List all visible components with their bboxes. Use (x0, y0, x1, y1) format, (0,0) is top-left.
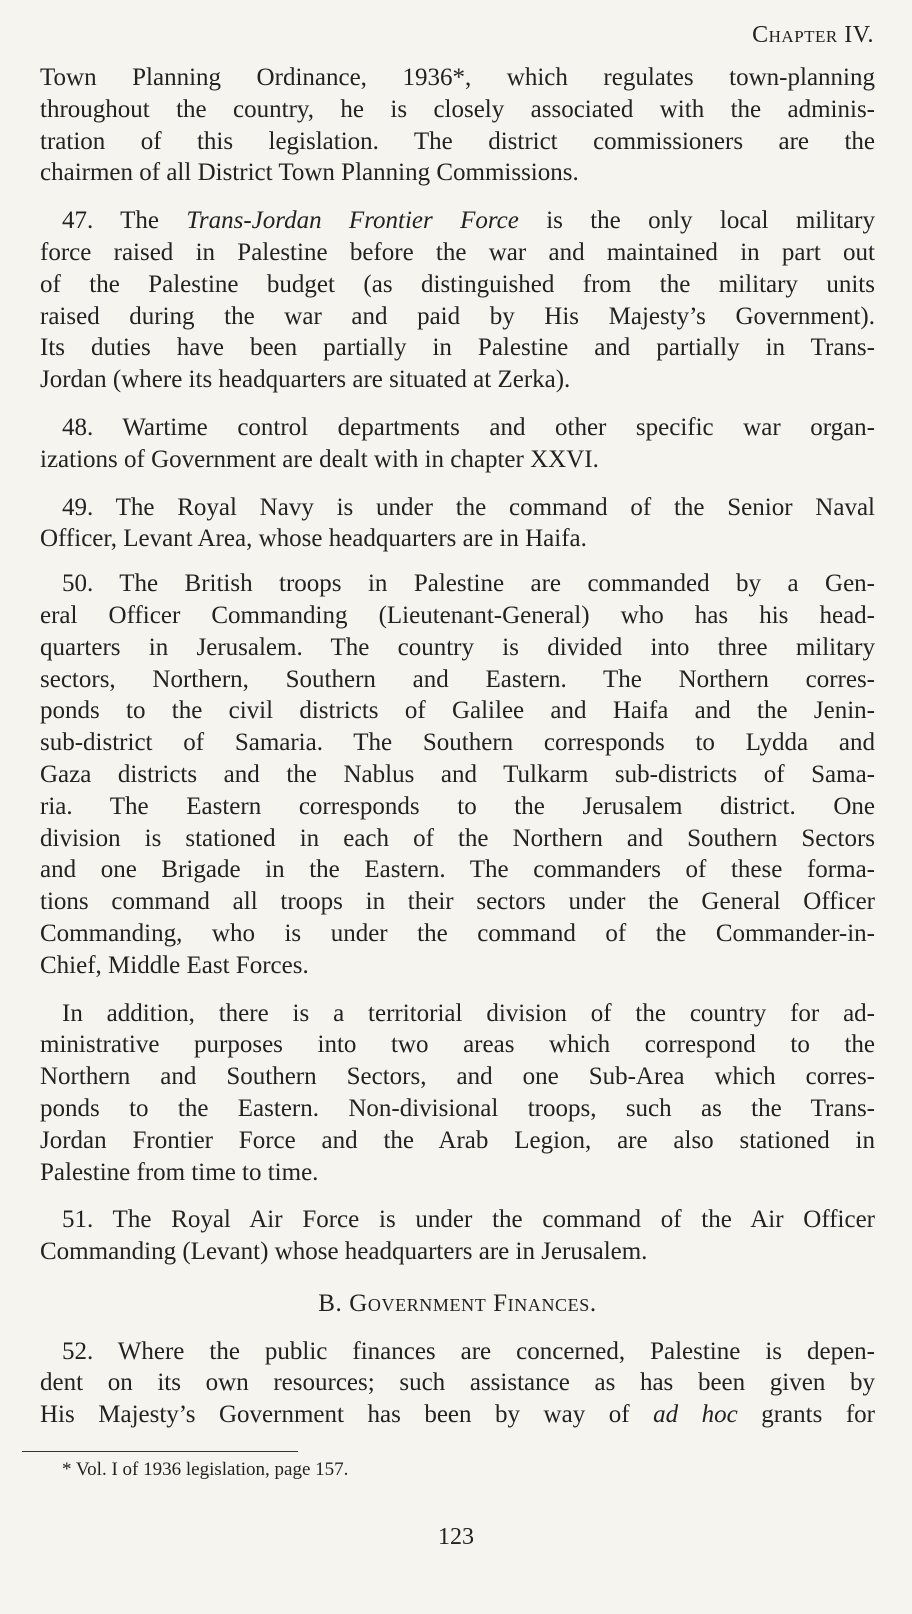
text-line: Gaza districts and the Nablus and Tulkarm sub-districts of Sama- (40, 760, 875, 788)
text-line: chairmen of all District Town Planning Commissions. (40, 159, 579, 187)
text-line: Palestine from time to time. (40, 1158, 319, 1186)
paragraph (40, 205, 875, 396)
text-line: 50. The British troops in Palestine are commanded by a Gen- (62, 570, 875, 598)
italic-text: Trans-Jordan Frontier Force (186, 207, 519, 235)
text-line: B. Government Finances. (318, 1289, 597, 1317)
paragraph (40, 568, 875, 981)
text-line: In addition, there is a territorial division of the country for ad- (62, 999, 875, 1027)
text-line: quarters in Jerusalem. The country is divided into three military (40, 633, 875, 661)
text-line: ponds to the Eastern. Non-divisional troops, such as the Trans- (40, 1094, 875, 1122)
text-line: Town Planning Ordinance, 1936*, which regulates town-planning (40, 64, 875, 91)
text-line: of the Palestine budget (as distinguished from the military units (40, 270, 875, 298)
paragraph (40, 1336, 875, 1431)
text-line: 51. The Royal Air Force is under the command of the Air Officer (62, 1206, 875, 1234)
text-line: 49. The Royal Navy is under the command of the Senior Naval (62, 493, 875, 521)
text-line: Officer, Levant Area, whose headquarters are in Haifa. (40, 525, 587, 553)
text-line: ministrative purposes into two areas which correspond to the (40, 1031, 875, 1059)
text-line: dent on its own resources; such assistance as has been given by (40, 1369, 875, 1397)
text-line: Jordan (where its headquarters are situated at Zerka). (40, 366, 571, 394)
paragraph (40, 492, 875, 556)
italic-text: ad hoc (653, 1401, 738, 1429)
text-line: eral Officer Commanding (Lieutenant-General) who has his head- (40, 601, 875, 629)
text-line: ponds to the civil districts of Galilee and Haifa and the Jenin- (40, 697, 875, 725)
text-segment: 47. The (62, 207, 187, 235)
text-line (40, 205, 875, 237)
text-line: division is stationed in each of the Northern and Southern Sectors (40, 824, 875, 852)
paragraph (40, 1204, 875, 1268)
chapter-header: Chapter IV. (752, 22, 874, 48)
text-line (40, 1399, 875, 1431)
footnote-rule (22, 1451, 298, 1452)
text-segment: grants for (737, 1401, 875, 1429)
page-number: 123 (438, 1524, 474, 1550)
text-line: raised during the war and paid by His Majesty’s Government). (40, 302, 875, 330)
paragraph (40, 412, 875, 476)
text-line: ria. The Eastern corresponds to the Jerusalem district. One (40, 792, 875, 820)
text-line: Commanding, who is under the command of the Commander-in- (40, 919, 875, 947)
text-line: force raised in Palestine before the war and maintained in part out (40, 238, 875, 266)
text-line: Jordan Frontier Force and the Arab Legion, are also stationed in (40, 1126, 875, 1154)
section-heading (40, 1288, 875, 1320)
text-line: and one Brigade in the Eastern. The commanders of these forma- (40, 856, 875, 884)
text-line: sectors, Northern, Southern and Eastern. The Northern corres- (40, 665, 875, 693)
body-text (40, 62, 875, 1431)
text-line: Commanding (Levant) whose headquarters are in Jerusalem. (40, 1238, 648, 1266)
text-line: 48. Wartime control departments and other specific war organ- (62, 413, 875, 441)
footnote: * Vol. I of 1936 legislation, page 157. (62, 1459, 349, 1480)
text-line: izations of Government are dealt with in chapter XXVI. (40, 445, 599, 473)
text-line: throughout the country, he is closely associated with the adminis- (40, 95, 875, 123)
paragraph (40, 62, 875, 189)
paragraph (40, 998, 875, 1189)
text-line: Chief, Middle East Forces. (40, 951, 309, 979)
text-line: 52. Where the public finances are concerned, Palestine is depen- (62, 1337, 875, 1365)
text-segment: is the only local military (518, 207, 875, 235)
text-line: Northern and Southern Sectors, and one Sub-Area which corres- (40, 1063, 875, 1091)
text-line: tions command all troops in their sectors under the General Officer (40, 888, 875, 916)
text-line: Its duties have been partially in Palestine and partially in Trans- (40, 334, 875, 362)
text-line: tration of this legislation. The district commissioners are the (40, 127, 875, 155)
text-segment: His Majesty’s Government has been by way of (40, 1401, 654, 1429)
text-line: sub-district of Samaria. The Southern corresponds to Lydda and (40, 729, 875, 757)
